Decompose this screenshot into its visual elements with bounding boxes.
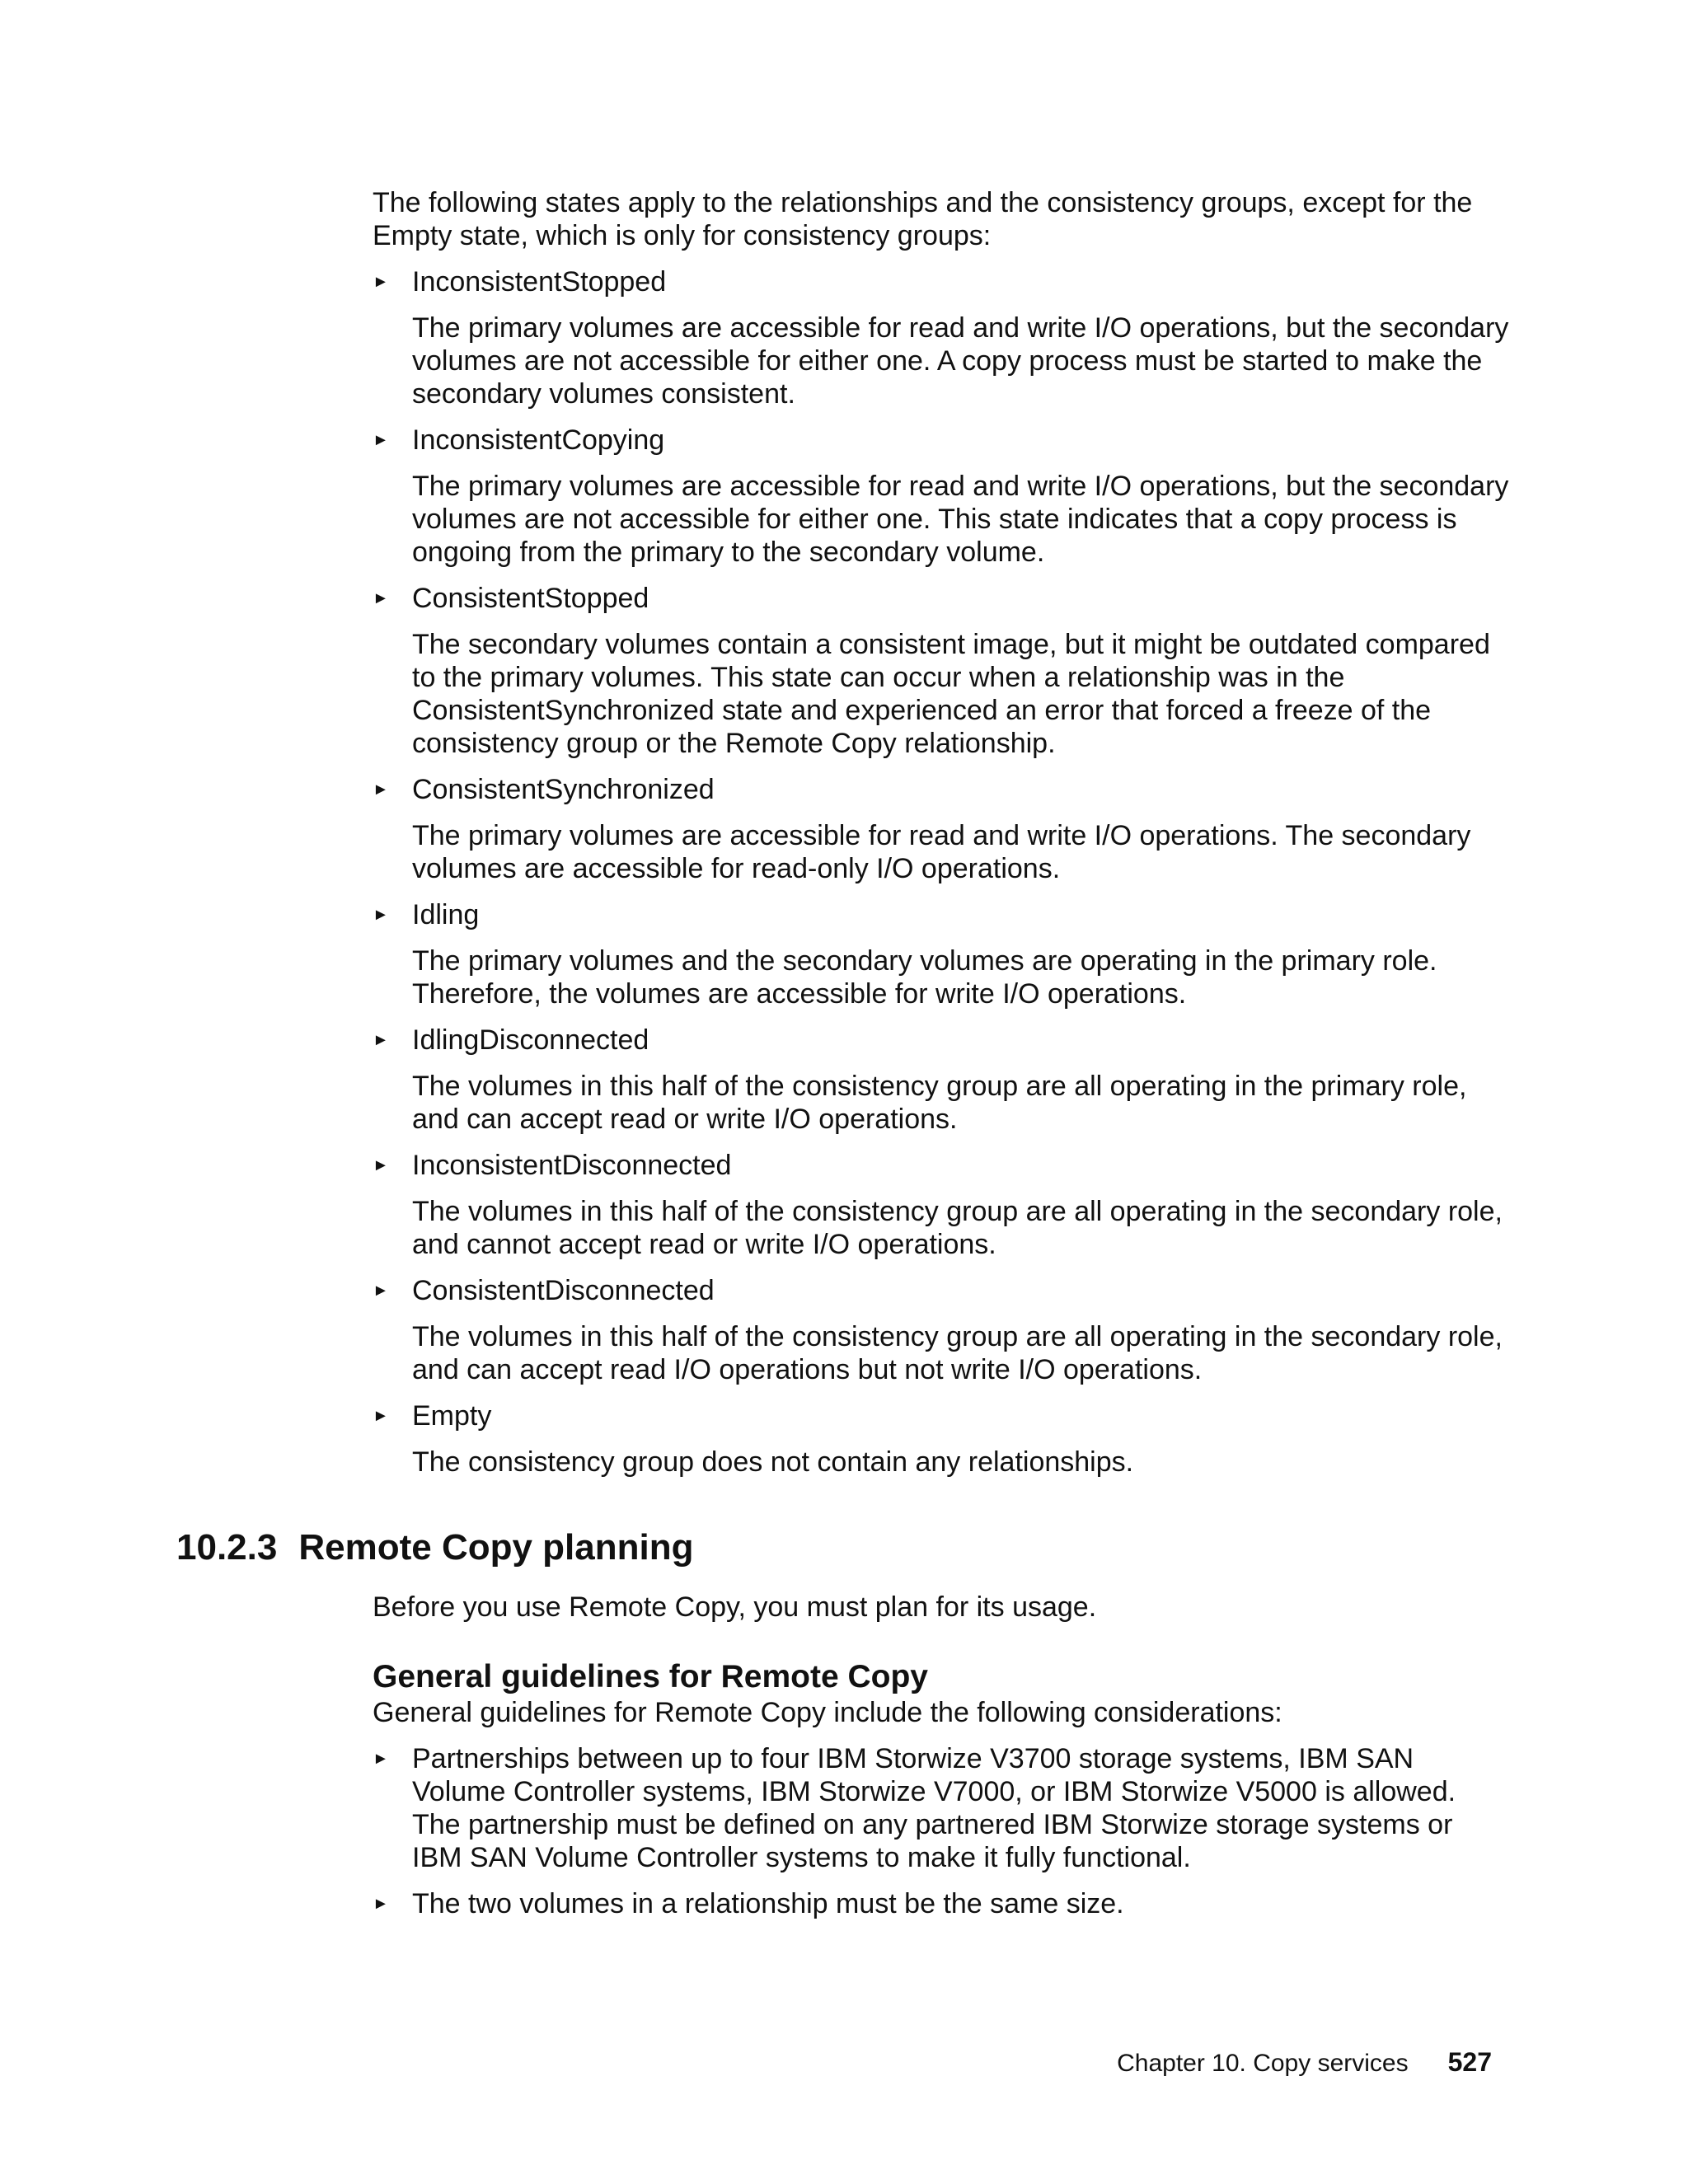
section-number: 10.2.3 — [176, 1527, 278, 1568]
state-title: Empty — [412, 1400, 492, 1432]
state-item-inconsistent-stopped — [373, 265, 1510, 410]
state-title: InconsistentStopped — [412, 266, 667, 298]
bullet-triangle-icon: ► — [373, 906, 389, 924]
bullet-triangle-icon: ► — [373, 1031, 389, 1049]
section-lead-paragraph: Before you use Remote Copy, you must plan for its usage. — [373, 1591, 1097, 1623]
bullet-triangle-icon: ► — [373, 431, 389, 449]
bullet-triangle-icon: ► — [373, 273, 389, 291]
section-title: Remote Copy planning — [298, 1527, 694, 1568]
guidelines-lead-paragraph: General guidelines for Remote Copy include the following considerations: — [373, 1697, 1282, 1728]
state-description: The secondary volumes contain a consistent image, but it might be outdated compared to the primary volumes. This state can occur when a relationship was in the ConsistentSynchronized state and experienced an error that forced a freeze of the consistency group or the Remote Copy relationship. — [412, 629, 1490, 759]
state-description: The volumes in this half of the consistency group are all operating in the primary role, and can accept read or write I/O operations. — [412, 1071, 1467, 1135]
planning-section — [373, 1591, 1510, 1933]
guideline-text: The two volumes in a relationship must be the same size. — [412, 1888, 1124, 1919]
bullet-triangle-icon: ► — [373, 1407, 389, 1425]
guideline-text: Partnerships between up to four IBM Storwize V3700 storage systems, IBM SAN Volume Controller systems, IBM Storwize V7000, or IBM Storwize V5000 is allowed. The partnership must be defined on any partnered IBM Storwize storage systems or IBM SAN Volume Controller systems to make it fully functional. — [412, 1743, 1456, 1873]
state-item-consistent-synchronized — [373, 773, 1510, 885]
state-description: The primary volumes are accessible for read and write I/O operations. The secondary volumes are accessible for read-only I/O operations. — [412, 820, 1471, 884]
state-title: Idling — [412, 899, 480, 930]
section-heading — [176, 1526, 693, 1569]
guidelines-list — [373, 1742, 1510, 1920]
bullet-triangle-icon: ► — [373, 780, 389, 799]
guideline-item — [373, 1742, 1510, 1874]
state-description: The primary volumes and the secondary volumes are operating in the primary role. Therefore, the volumes are accessible for write I/O operations. — [412, 945, 1437, 1010]
state-item-inconsistent-copying — [373, 424, 1510, 569]
state-description: The primary volumes are accessible for read and write I/O operations, but the secondary volumes are not accessible for either one. This state indicates that a copy process is ongoing from the primary to the secondary volume. — [412, 471, 1509, 568]
bullet-triangle-icon: ► — [373, 1895, 389, 1913]
intro-paragraph: The following states apply to the relationships and the consistency groups, except for the Empty state, which is only for consistency groups: — [373, 187, 1473, 251]
state-item-idling — [373, 898, 1510, 1010]
state-item-empty — [373, 1399, 1510, 1479]
guideline-item — [373, 1887, 1510, 1920]
state-title: IdlingDisconnected — [412, 1024, 649, 1056]
guidelines-heading: General guidelines for Remote Copy — [373, 1659, 928, 1694]
state-description: The volumes in this half of the consistency group are all operating in the secondary role, and can accept read I/O operations but not write I/O operations. — [412, 1321, 1503, 1385]
bullet-triangle-icon: ► — [373, 1156, 389, 1174]
state-title: ConsistentSynchronized — [412, 774, 715, 805]
state-description: The primary volumes are accessible for read and write I/O operations, but the secondary volumes are not accessible for either one. A copy process must be started to make the secondary volumes consistent. — [412, 312, 1509, 410]
footer-chapter: Chapter 10. Copy services — [1117, 2050, 1409, 2077]
bullet-triangle-icon: ► — [373, 1750, 389, 1768]
state-description: The volumes in this half of the consistency group are all operating in the secondary role, and cannot accept read or write I/O operations. — [412, 1196, 1503, 1260]
state-item-inconsistent-disconnected — [373, 1149, 1510, 1261]
state-title: InconsistentDisconnected — [412, 1150, 732, 1181]
state-title: ConsistentStopped — [412, 583, 649, 614]
state-item-idling-disconnected — [373, 1024, 1510, 1136]
states-section — [373, 186, 1510, 1492]
state-title: InconsistentCopying — [412, 424, 665, 456]
bullet-triangle-icon: ► — [373, 1282, 389, 1300]
state-list — [373, 265, 1510, 1479]
state-item-consistent-stopped — [373, 582, 1510, 760]
state-item-consistent-disconnected — [373, 1274, 1510, 1386]
page-number: 527 — [1447, 2047, 1492, 2077]
page-footer — [1113, 2047, 1492, 2079]
state-title: ConsistentDisconnected — [412, 1275, 715, 1306]
bullet-triangle-icon: ► — [373, 589, 389, 607]
state-description: The consistency group does not contain any relationships. — [412, 1446, 1134, 1478]
